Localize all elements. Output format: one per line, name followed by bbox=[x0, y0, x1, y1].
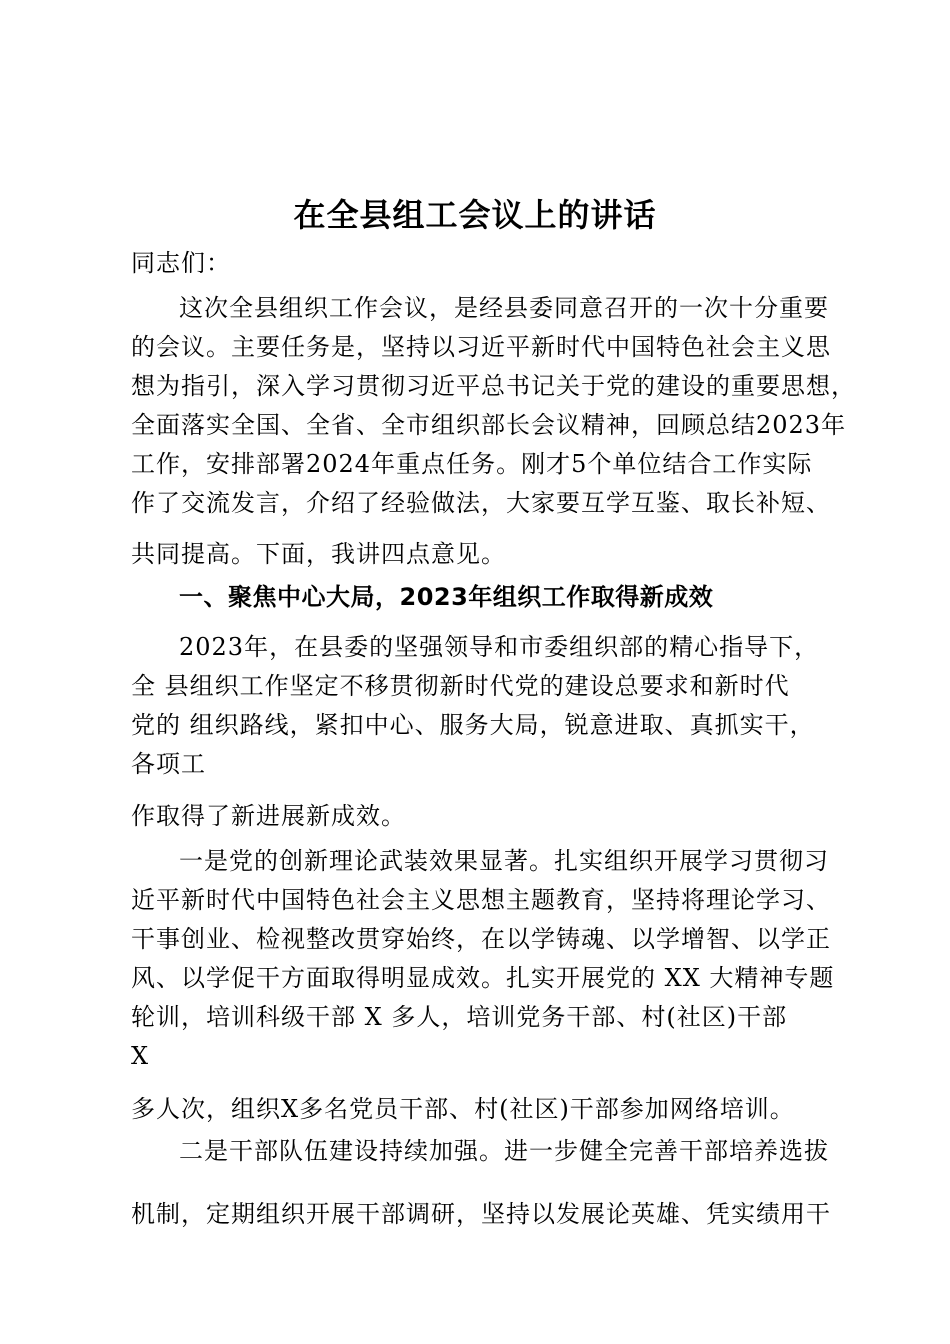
paragraph-line: 工作，安排部署2024年重点任务。刚才5个单位结合工作实际 bbox=[131, 450, 813, 478]
paragraph-line: 的会议。主要任务是，坚持以习近平新时代中国特色社会主义思 bbox=[131, 333, 831, 361]
section-heading: 一、聚焦中心大局，2023年组织工作取得新成效 bbox=[179, 583, 714, 611]
paragraph-line: 这次全县组织工作会议，是经县委同意召开的一次十分重要 bbox=[179, 294, 829, 322]
paragraph-line: X bbox=[131, 1042, 150, 1070]
paragraph-line: 近平新时代中国特色社会主义思想主题教育，坚持将理论学习、 bbox=[131, 886, 831, 914]
paragraph-line: 想为指引，深入学习贯彻习近平总书记关于党的建设的重要思想， bbox=[131, 372, 856, 400]
paragraph-line: 二是干部队伍建设持续加强。进一步健全完善干部培养选拔 bbox=[179, 1137, 829, 1165]
paragraph-line: 机制，定期组织开展干部调研，坚持以发展论英雄、凭实绩用干 bbox=[131, 1200, 831, 1228]
paragraph-line: 作了交流发言，介绍了经验做法，大家要互学互鉴、取长补短、 bbox=[131, 489, 831, 517]
paragraph-line: 作取得了新进展新成效。 bbox=[131, 802, 406, 830]
paragraph-line: 各项工 bbox=[131, 750, 206, 778]
paragraph-line: 风、以学促干方面取得明显成效。扎实开展党的 XX 大精神专题 bbox=[131, 964, 835, 992]
paragraph-line: 多人次，组织X多名党员干部、村(社区)干部参加网络培训。 bbox=[131, 1095, 795, 1123]
paragraph-line: 全 县组织工作坚定不移贯彻新时代党的建设总要求和新时代 bbox=[131, 672, 790, 700]
paragraph-line: 党的 组织路线，紧扣中心、服务大局，锐意进取、真抓实干， bbox=[131, 711, 815, 739]
document-title: 在全县组工会议上的讲话 bbox=[293, 196, 657, 234]
paragraph-line: 干事创业、检视整改贯穿始终，在以学铸魂、以学增智、以学正 bbox=[131, 925, 831, 953]
paragraph-line: 全面落实全国、全省、全市组织部长会议精神，回顾总结2023年 bbox=[131, 411, 847, 439]
paragraph-line: 2023年，在县委的坚强领导和市委组织部的精心指导下， bbox=[179, 633, 820, 661]
paragraph-line: 共同提高。下面，我讲四点意见。 bbox=[131, 540, 506, 568]
paragraph-line: 一是党的创新理论武装效果显著。扎实组织开展学习贯彻习 bbox=[179, 847, 829, 875]
salutation: 同志们： bbox=[131, 249, 231, 277]
paragraph-line: 轮训，培训科级干部 X 多人，培训党务干部、村(社区)干部 bbox=[131, 1003, 788, 1031]
